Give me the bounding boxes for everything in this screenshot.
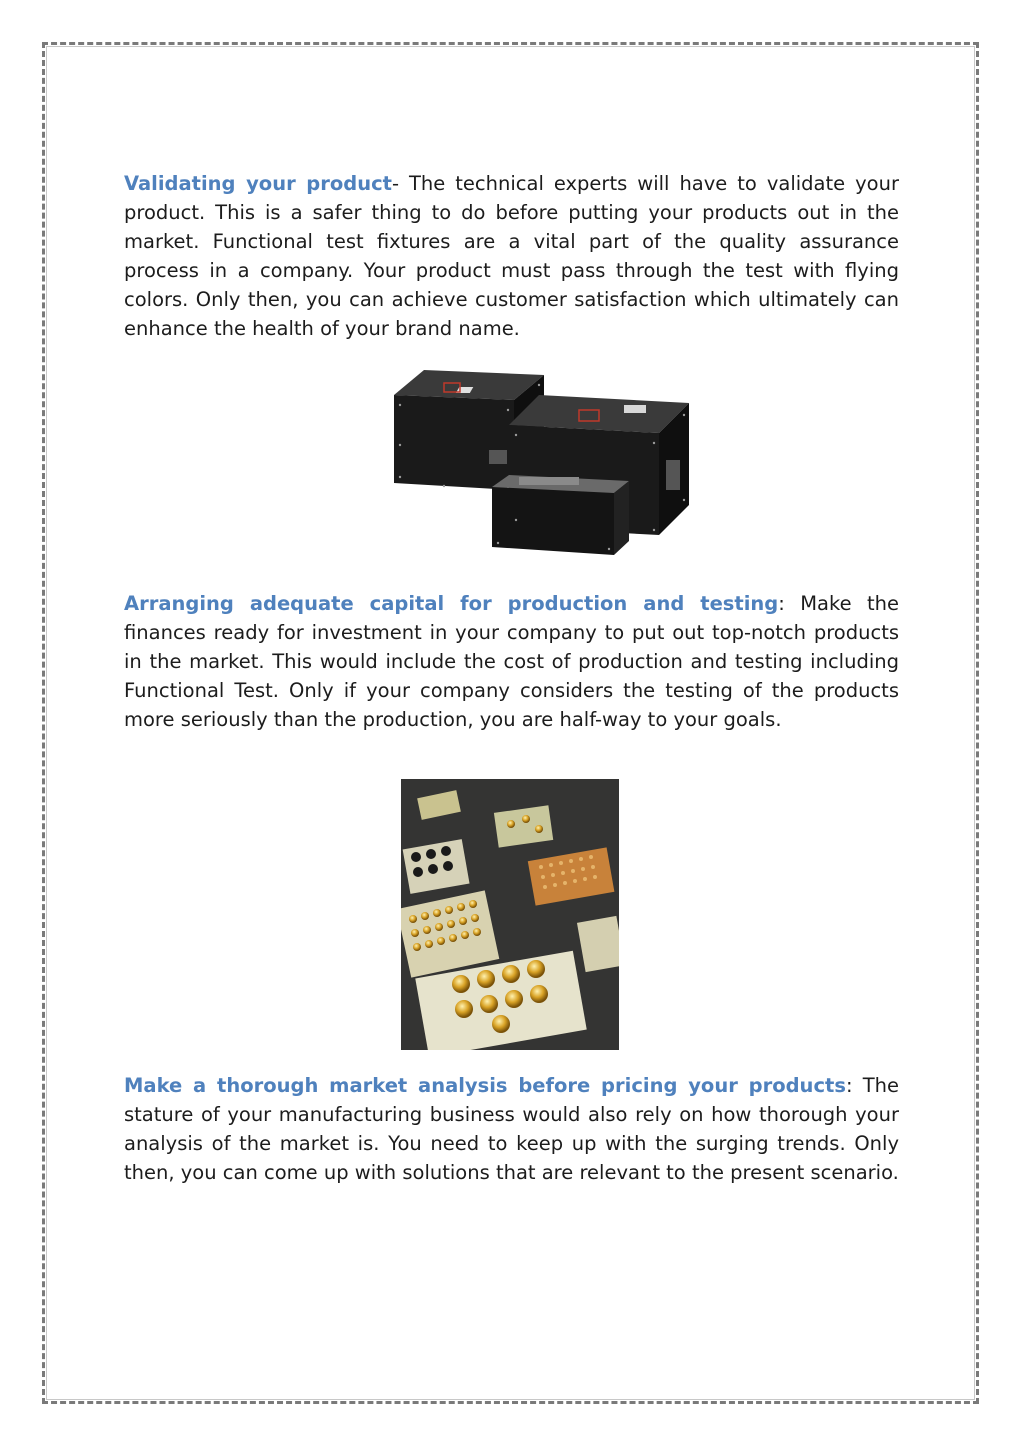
section-heading: Arranging adequate capital for production and testing: [124, 592, 779, 615]
section-body: The technical experts will have to validate your product. This is a safer thing to do before putting your products out in the market. Functional test fixtures are a vital part of the quality assurance process in a company. Your product must pass through the test with flying colors. Only then, you can achieve customer satisfaction which ultimately can enhance the health of your brand name.: [124, 172, 899, 340]
paragraph-capital: [124, 589, 899, 734]
section-heading: Validating your product: [124, 172, 392, 195]
heading-separator: -: [391, 172, 400, 195]
heading-separator: :: [845, 1074, 853, 1097]
section-body: The stature of your manufacturing business would also rely on how thorough your analysis of the market is. You need to keep up with the surging trends. Only then, you can come up with solutions that are relevant to the present scenario.: [124, 1074, 900, 1184]
section-body: Make the finances ready for investment in your company to put out top-notch products in the market. This would include the cost of production and testing including Functional Test. Only if your company considers the testing of the products more seriously than the production, you are half-way to your goals.: [124, 592, 899, 731]
paragraph-validating: [124, 169, 899, 343]
spring-probe-connectors-image: [401, 779, 619, 1050]
heading-separator: :: [778, 592, 785, 615]
section-heading: Make a thorough market analysis before pricing your products: [124, 1074, 846, 1097]
paragraph-market-analysis: [124, 1071, 899, 1187]
test-fixture-boxes-image: [384, 365, 689, 563]
